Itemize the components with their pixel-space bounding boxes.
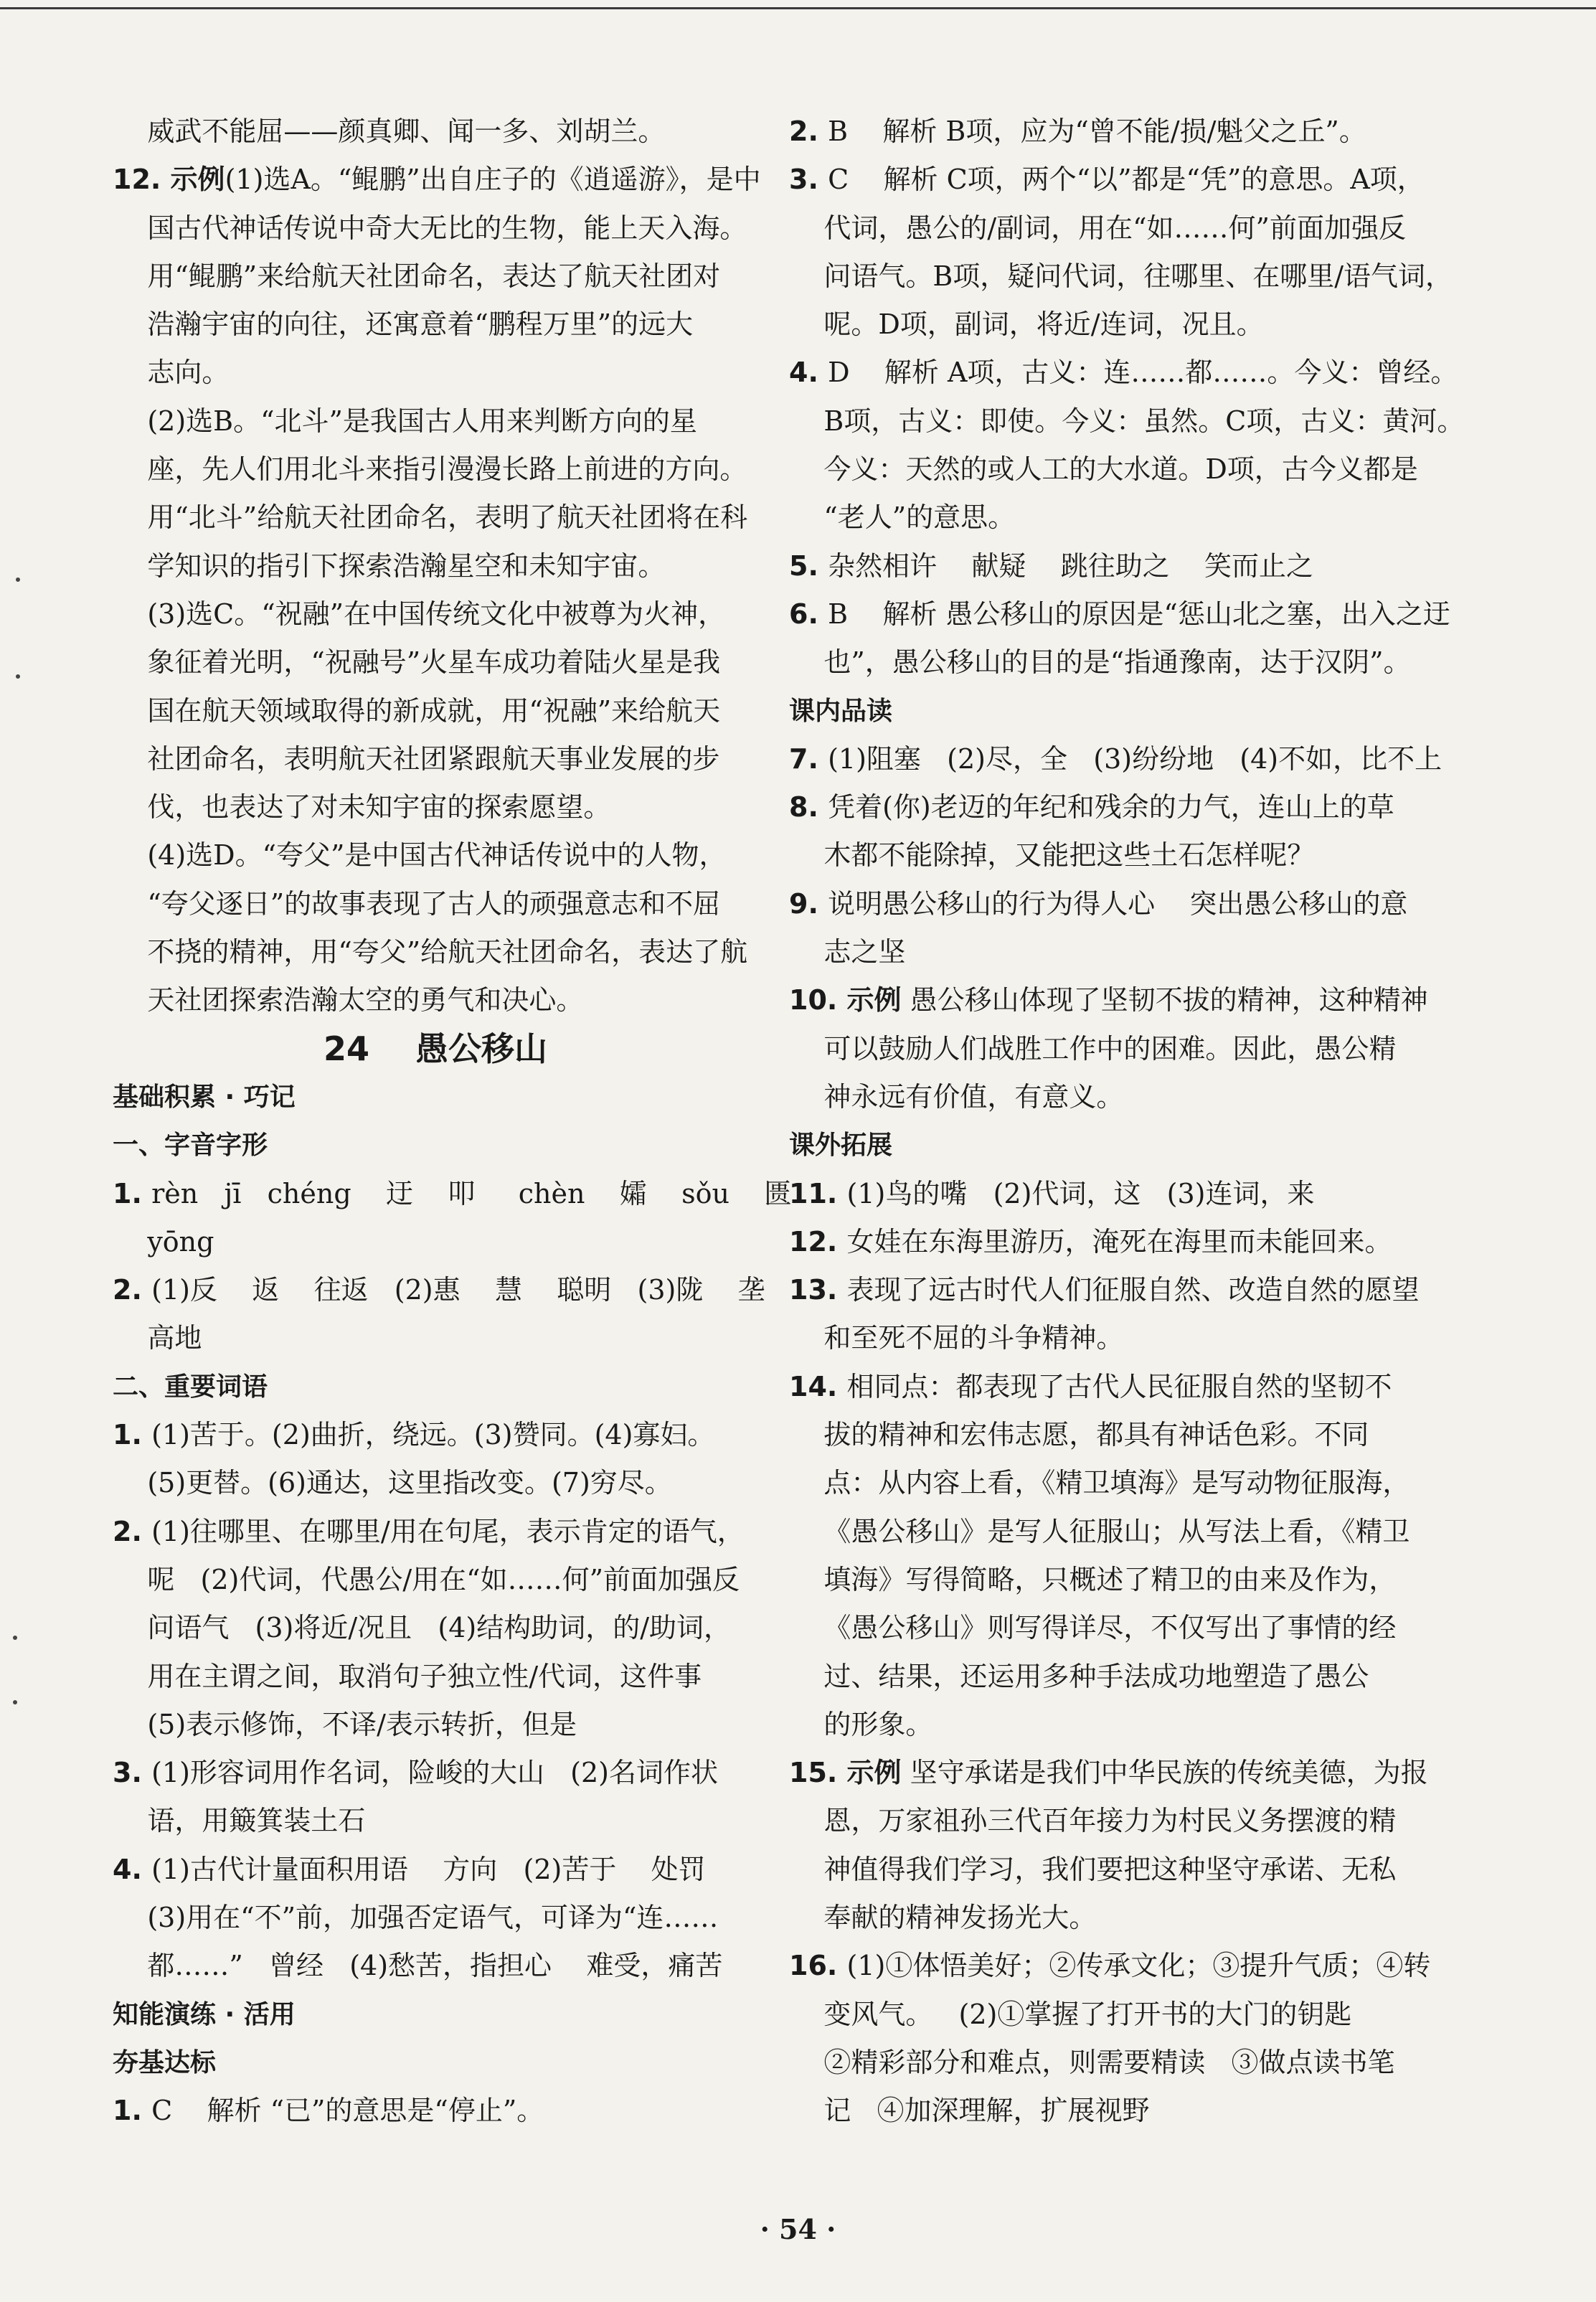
section-heading: 知能演练 · 活用 — [113, 1999, 296, 2029]
line-text: 可以鼓励人们战胜工作中的困难。因此，愚公精 — [789, 1032, 1397, 1065]
item-number: 2. — [113, 1515, 152, 1547]
item-number: 1. — [113, 2095, 152, 2127]
answer-item — [789, 542, 1435, 590]
text-line — [113, 1556, 758, 1604]
item-number: 12. — [789, 1225, 847, 1258]
line-text: 和至死不屈的斗争精神。 — [789, 1322, 1124, 1354]
line-text: yōng — [113, 1225, 214, 1258]
line-text: 愚公移山体现了坚韧不拔的精神，这种精神 — [901, 984, 1428, 1016]
line-text: 表现了远古时代人们征服自然、改造自然的愿望 — [846, 1274, 1420, 1306]
line-text: 象征着光明，“祝融号”火星车成功着陆火星是我 — [113, 646, 721, 679]
line-text: D 解析 A项，古义：连……都……。今义：曾经。 — [828, 357, 1458, 389]
text-line — [789, 301, 1435, 349]
line-text: (1)反 返 往返 (2)惠 慧 聪明 (3)陇 垄 — [151, 1274, 765, 1306]
text-line — [113, 445, 758, 494]
text-line — [789, 204, 1435, 253]
item-number: 11. — [789, 1177, 847, 1209]
line-text: 问语气。B项，疑问代词，往哪里、在哪里/语气词， — [789, 260, 1453, 292]
text-line — [113, 880, 758, 928]
text-line — [113, 1314, 758, 1362]
item-number: 15. — [789, 1757, 847, 1789]
text-line — [789, 494, 1435, 542]
line-text: (1)鸟的嘴 (2)代词，这 (3)连词，来 — [846, 1177, 1315, 1209]
line-text: B 解析 愚公移山的原因是“惩山北之塞，出入之迂 — [828, 598, 1450, 630]
example-label: 示例 — [170, 164, 225, 196]
text-line — [113, 1701, 758, 1749]
section-heading: 二、重要词语 — [113, 1372, 268, 1402]
text-line — [789, 1314, 1435, 1362]
text-line — [113, 1894, 758, 1942]
line-text: 语，用簸箕装土石 — [113, 1805, 366, 1837]
answer-item — [789, 735, 1442, 783]
line-text: 志向。 — [113, 357, 230, 389]
text-line — [113, 1942, 758, 1990]
line-text: 代词，愚公的/副词，用在“如……何”前面加强反 — [789, 212, 1406, 244]
section-heading: 课外拓展 — [789, 1131, 893, 1161]
text-line — [789, 1508, 1435, 1556]
margin-mark — [13, 1700, 17, 1704]
section-title: 24 愚公移山 — [323, 1029, 548, 1068]
text-line — [113, 349, 758, 397]
answer-item — [113, 156, 761, 204]
answer-item — [789, 349, 1458, 397]
line-text: 用“北斗”给航天社团命名，表明了航天社团将在科 — [113, 501, 748, 534]
section-heading: 一、字音字形 — [113, 1131, 268, 1161]
line-text: “夸父逐日”的故事表现了古人的顽强意志和不屈 — [113, 887, 721, 920]
text-line — [789, 1556, 1435, 1604]
line-text: 奉献的精神发扬光大。 — [789, 1901, 1097, 1933]
line-text: 社团命名，表明航天社团紧跟航天事业发展的步 — [113, 742, 720, 775]
text-line — [789, 1701, 1435, 1749]
line-text: (2)选B。“北斗”是我国古人用来判断方向的星 — [113, 405, 697, 437]
right-column — [789, 108, 1465, 2135]
text-line — [113, 1604, 758, 1652]
line-text: B 解析 B项，应为“曾不能/损/魁父之丘”。 — [828, 115, 1366, 147]
text-line — [789, 253, 1453, 301]
line-text: (1)往哪里、在哪里/用在句尾，表示肯定的语气， — [151, 1515, 745, 1547]
text-line — [113, 976, 758, 1024]
line-text: 杂然相许 献疑 跳往助之 笑而止之 — [828, 549, 1314, 582]
line-text: 不挠的精神，用“夸父”给航天社团命名，表达了航 — [113, 936, 748, 968]
line-text: 伐，也表达了对未知宇宙的探索愿望。 — [113, 791, 611, 824]
item-number: 5. — [789, 549, 828, 582]
line-text: 《愚公移山》是写人征服山；从写法上看，《精卫 — [789, 1515, 1410, 1547]
answer-item — [789, 1363, 1435, 1411]
margin-mark — [13, 1636, 17, 1640]
line-text: 威武不能屈——颜真卿、闻一多、刘胡兰。 — [113, 115, 666, 147]
text-line — [789, 831, 1435, 879]
item-number: 13. — [789, 1274, 847, 1306]
answer-item — [789, 108, 1435, 156]
text-line — [789, 2087, 1435, 2135]
top-rule — [0, 7, 1596, 9]
item-number: 16. — [789, 1950, 847, 1982]
text-line — [789, 1653, 1435, 1701]
text-line — [113, 108, 758, 156]
line-text: 座，先人们用北斗来指引漫漫长路上前进的方向。 — [113, 453, 747, 486]
text-line — [113, 831, 758, 879]
line-text: 呢。D项，副词，将近/连词，况且。 — [789, 308, 1264, 341]
line-text: (5)表示修饰，不译/表示转折，但是 — [113, 1708, 577, 1740]
example-label: 示例 — [846, 1757, 902, 1789]
line-text: 坚守承诺是我们中华民族的传统美德，为报 — [901, 1757, 1428, 1789]
answer-item — [789, 1266, 1435, 1314]
line-text: ②精彩部分和难点，则需要精读 ③做点读书笔 — [789, 2046, 1395, 2078]
answer-item — [113, 1846, 758, 1894]
line-text: 天社团探索浩瀚太空的勇气和决心。 — [113, 984, 584, 1016]
line-text: 记 ④加深理解，扩展视野 — [789, 2095, 1150, 2127]
text-line — [789, 638, 1435, 687]
item-number: 9. — [789, 887, 828, 920]
answer-item — [113, 1266, 765, 1314]
item-number: 3. — [789, 164, 828, 196]
item-number: 3. — [113, 1757, 152, 1789]
text-line — [789, 1604, 1435, 1652]
left-column — [113, 108, 792, 2135]
item-number: 4. — [789, 357, 828, 389]
line-text: 呢 (2)代词，代愚公/用在“如……何”前面加强反 — [113, 1563, 740, 1595]
line-text: 问语气 (3)将近/况且 (4)结构助词，的/助词， — [113, 1612, 732, 1644]
text-line — [113, 735, 758, 783]
answer-item — [789, 880, 1435, 928]
text-line — [113, 1653, 758, 1701]
line-text: 拔的精神和宏伟志愿，都具有神话色彩。不同 — [789, 1419, 1369, 1451]
line-text: C 解析 C项，两个“以”都是“凭”的意思。A项， — [828, 164, 1425, 196]
line-text: 浩瀚宇宙的向往，还寓意着“鹏程万里”的远大 — [113, 308, 694, 341]
text-line — [789, 1991, 1435, 2039]
line-text: (1)古代计量面积用语 方向 (2)苦于 处罚 — [151, 1853, 706, 1885]
section-heading: 基础积累 · 巧记 — [113, 1082, 296, 1112]
line-text: 变风气。 (2)①掌握了打开书的大门的钥匙 — [789, 1998, 1352, 2030]
line-text: 都……” 曾经 (4)愁苦，指担心 难受，痛苦 — [113, 1950, 723, 1982]
answer-item — [789, 1942, 1435, 1990]
text-line — [113, 397, 758, 445]
item-number: 4. — [113, 1853, 152, 1885]
answer-item — [113, 1508, 758, 1556]
text-line — [789, 1073, 1435, 1121]
line-text: 《愚公移山》则写得详尽，不仅写出了事情的经 — [789, 1612, 1397, 1644]
answer-item — [113, 1411, 758, 1459]
line-text: 国在航天领域取得的新成就，用“祝融”来给航天 — [113, 694, 721, 727]
text-line — [789, 2039, 1435, 2087]
text-line — [113, 783, 758, 831]
text-line — [113, 687, 758, 735]
line-text: 神永远有价值，有意义。 — [789, 1080, 1124, 1113]
line-text: (3)选C。“祝融”在中国传统文化中被尊为火神， — [113, 598, 726, 630]
line-text: 说明愚公移山的行为得人心 突出愚公移山的意 — [828, 887, 1408, 920]
item-number: 12. — [113, 164, 171, 196]
text-line — [113, 542, 758, 590]
text-line — [113, 204, 758, 253]
text-line — [113, 494, 758, 542]
text-line — [113, 301, 758, 349]
text-line — [789, 1025, 1435, 1073]
answer-item — [789, 976, 1435, 1024]
line-text: (1)形容词用作名词，险峻的大山 (2)名词作状 — [151, 1757, 719, 1789]
line-text: (1)①体悟美好；②传承文化；③提升气质；④转 — [846, 1950, 1431, 1982]
text-line — [113, 253, 758, 301]
line-text: 凭着(你)老迈的年纪和残余的力气，连山上的草 — [828, 791, 1394, 824]
answer-item — [789, 1170, 1435, 1218]
line-text: 学知识的指引下探索浩瀚星空和未知宇宙。 — [113, 549, 666, 582]
line-text: 木都不能除掉，又能把这些土石怎样呢？ — [789, 839, 1315, 872]
answer-item — [789, 1749, 1435, 1797]
margin-mark — [16, 577, 20, 582]
line-text: 相同点：都表现了古代人民征服自然的坚韧不 — [846, 1370, 1392, 1402]
answer-item — [789, 590, 1450, 638]
answer-item — [789, 156, 1435, 204]
text-line — [113, 928, 758, 976]
section-heading: 课内品读 — [789, 696, 893, 726]
line-text: 点：从内容上看，《精卫填海》是写动物征服海， — [789, 1467, 1410, 1499]
line-text: 恩，万家祖孙三代百年接力为村民义务摆渡的精 — [789, 1805, 1397, 1837]
text-line — [789, 445, 1435, 494]
answer-item — [789, 1218, 1435, 1266]
page-number: · 54 · — [760, 2213, 836, 2245]
text-line — [789, 1459, 1435, 1507]
item-number: 8. — [789, 791, 828, 824]
line-text: 国古代神话传说中奇大无比的生物，能上天入海。 — [113, 212, 747, 244]
text-line — [113, 1459, 758, 1507]
text-line — [789, 1411, 1435, 1459]
line-text: 用“鲲鹏”来给航天社团命名，表达了航天社团对 — [113, 260, 721, 292]
line-text: 的形象。 — [789, 1708, 933, 1740]
answer-item — [789, 783, 1435, 831]
line-text: 今义：天然的或人工的大水道。D项，古今义都是 — [789, 453, 1418, 486]
text-line — [789, 1894, 1435, 1942]
line-text: 志之坚 — [789, 936, 906, 968]
item-number: 2. — [113, 1274, 152, 1306]
item-number: 1. — [113, 1419, 152, 1451]
text-line — [113, 638, 758, 687]
line-text: rèn jī chéng 迂 叩 chèn 孀 sǒu 匮 — [151, 1177, 792, 1209]
text-line — [113, 1797, 758, 1845]
item-number: 7. — [789, 742, 828, 775]
margin-mark — [16, 674, 20, 679]
text-line — [789, 928, 1435, 976]
answer-item — [113, 1170, 792, 1218]
text-line — [789, 397, 1465, 445]
line-text: (4)选D。“夸父”是中国古代神话传说中的人物， — [113, 839, 727, 872]
text-line — [113, 590, 758, 638]
line-text: “老人”的意思。 — [789, 501, 1016, 534]
text-line — [789, 1846, 1435, 1894]
line-text: (1)选A。“鲲鹏”出自庄子的《逍遥游》，是中 — [225, 164, 761, 196]
line-text: 用在主谓之间，取消句子独立性/代词，这件事 — [113, 1660, 702, 1692]
line-text: B项，古义：即使。今义：虽然。C项，古义：黄河。 — [789, 405, 1465, 437]
line-text: (5)更替。(6)通达，这里指改变。(7)穷尽。 — [113, 1467, 672, 1499]
line-text: 也”，愚公移山的目的是“指通豫南，达于汉阴”。 — [789, 646, 1411, 679]
item-number: 2. — [789, 115, 828, 147]
line-text: 神值得我们学习，我们要把这种坚守承诺、无私 — [789, 1853, 1397, 1885]
answer-item — [113, 2087, 758, 2135]
item-number: 10. — [789, 984, 847, 1016]
example-label: 示例 — [846, 984, 902, 1016]
text-line — [789, 1797, 1435, 1845]
line-text: C 解析 “已”的意思是“停止”。 — [151, 2095, 544, 2127]
line-text: 过、结果，还运用多种手法成功地塑造了愚公 — [789, 1660, 1369, 1692]
section-heading: 夯基达标 — [113, 2047, 217, 2077]
line-text: 填海》写得简略，只概述了精卫的由来及作为， — [789, 1563, 1397, 1595]
answer-item — [113, 1749, 758, 1797]
text-line — [113, 1218, 758, 1266]
line-text: 女娃在东海里游历，淹死在海里而未能回来。 — [846, 1225, 1392, 1258]
line-text: 高地 — [113, 1322, 202, 1354]
line-text: (3)用在“不”前，加强否定语气，可译为“连…… — [113, 1901, 719, 1933]
item-number: 14. — [789, 1370, 847, 1402]
item-number: 1. — [113, 1177, 152, 1209]
line-text: (1)阻塞 (2)尽，全 (3)纷纷地 (4)不如，比不上 — [828, 742, 1442, 775]
line-text: (1)苦于。(2)曲折，绕远。(3)赞同。(4)寡妇。 — [151, 1419, 715, 1451]
item-number: 6. — [789, 598, 828, 630]
